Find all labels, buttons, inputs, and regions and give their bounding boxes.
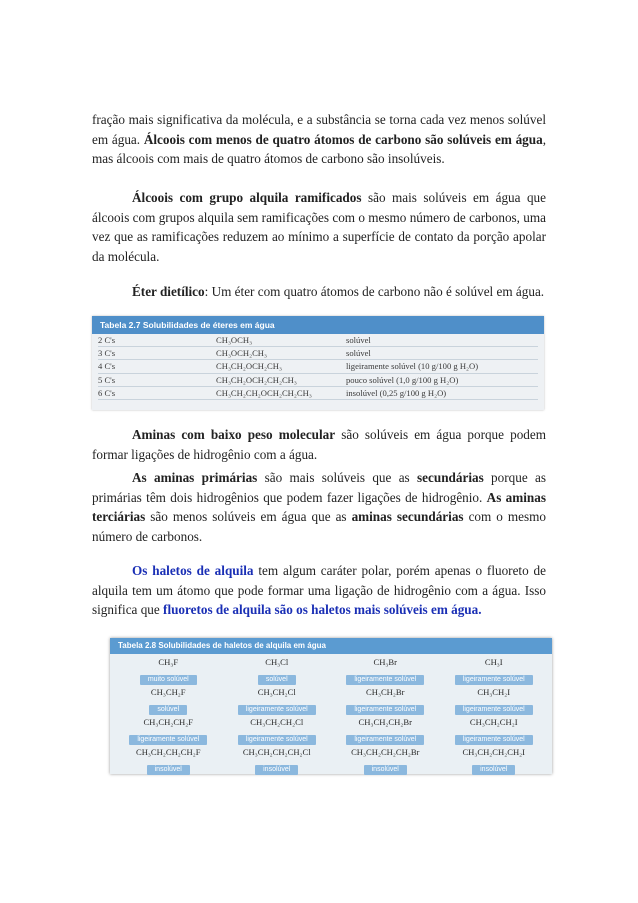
text: com o mesmo número de carbonos. xyxy=(92,509,546,544)
solubility: ligeiramente solúvel (10 g/100 g H₂O) xyxy=(346,360,538,373)
formula: CH₃F xyxy=(158,657,179,667)
formula: CH₃CH₂CH₂CH₂I xyxy=(462,747,526,757)
formula: CH₃CH₂OCH₂CH₃ xyxy=(216,360,346,373)
formula: CH₃CH₂Br xyxy=(366,687,405,697)
halide-cell xyxy=(223,654,332,684)
solubility: pouco solúvel (1,0 g/100 g H₂O) xyxy=(346,373,538,386)
formula: CH₃CH₂CH₂I xyxy=(469,717,518,727)
solubility-label: ligeiramente solúvel xyxy=(455,675,533,685)
formula: CH₃CH₂I xyxy=(477,687,511,697)
solubility-label: solúvel xyxy=(149,705,187,715)
solubility-label: ligeiramente solúvel xyxy=(238,735,316,745)
bold-text: aminas secundárias xyxy=(351,509,464,525)
bold-text: As aminas primárias xyxy=(132,470,258,485)
text: : Um éter com quatro átomos de carbono não é solúvel em água. xyxy=(204,284,545,299)
formula: CH₃OCH₃ xyxy=(216,334,346,347)
table-row xyxy=(98,347,538,360)
formula: CH₃CH₂CH₂CH₂Cl xyxy=(242,747,311,757)
halide-cell xyxy=(114,654,223,684)
solubility-label: ligeiramente solúvel xyxy=(455,705,533,715)
solubility-label: muito solúvel xyxy=(140,675,197,685)
formula: CH₃I xyxy=(484,657,503,667)
halide-cell xyxy=(114,744,223,774)
halide-cell xyxy=(440,714,549,744)
bold-text: Álcoois com grupo alquila ramificados xyxy=(132,190,362,205)
halide-cell xyxy=(440,654,549,684)
solubility-label: solúvel xyxy=(258,675,296,685)
bold-text: Álcoois com menos de quatro átomos de carbono são solúveis em água xyxy=(143,131,543,147)
table-row xyxy=(98,373,538,386)
paragraph-primary-amines xyxy=(92,468,546,546)
text: fração mais significativa da molécula, e a substância se torna cada vez menos solúvel em água. xyxy=(92,112,546,147)
table-row xyxy=(98,386,538,399)
formula: CH₃CH₂CH₂Cl xyxy=(250,717,304,727)
solubility-label: insolúvel xyxy=(147,765,190,775)
carbon-count: 5 C's xyxy=(98,373,216,386)
halide-cell xyxy=(223,714,332,744)
text: são solúveis em água porque podem formar ligações de hidrogênio com a água. xyxy=(92,427,546,462)
bold-text: As aminas terciárias xyxy=(92,489,546,525)
formula: CH₃CH₂CH₂CH₂F xyxy=(135,747,201,757)
solubility-label: insolúvel xyxy=(364,765,407,775)
solubility: insolúvel (0,25 g/100 g H₂O) xyxy=(346,386,538,399)
text: são mais solúveis em água que álcoois com grupos alquila sem ramificações com o mesmo número de carbonos, uma vez que as ramificações reduzem ao mínimo a superfície de contato da porção apolar da molécula. xyxy=(92,190,546,264)
solubility-label: ligeiramente solúvel xyxy=(129,735,207,745)
table-title: Tabela 2.7 Solubilidades de éteres em água xyxy=(92,316,544,334)
halide-cell xyxy=(440,744,549,774)
formula: CH₃Br xyxy=(373,657,398,667)
blue-bold-text: Os haletos de alquila xyxy=(132,563,254,578)
carbon-count: 4 C's xyxy=(98,360,216,373)
formula: CH₃CH₂F xyxy=(150,687,186,697)
solubility: solúvel xyxy=(346,334,538,347)
halide-cell xyxy=(331,714,440,744)
paragraph-amines xyxy=(92,425,546,464)
paragraph-diethyl-ether xyxy=(92,282,546,302)
halide-cell xyxy=(114,714,223,744)
table-title: Tabela 2.8 Solubilidades de haletos de alquila em água xyxy=(110,638,552,654)
halide-cell xyxy=(223,744,332,774)
formula: CH₃CH₂CH₂CH₂Br xyxy=(351,747,420,757)
table-row xyxy=(98,360,538,373)
table-row xyxy=(98,334,538,347)
formula: CH₃CH₂OCH₂CH₂CH₃ xyxy=(216,373,346,386)
bold-text: Aminas com baixo peso molecular xyxy=(132,427,336,442)
solubility-label: ligeiramente solúvel xyxy=(346,675,424,685)
text: porque as primárias têm dois hidrogênios que podem fazer ligações de hidrogênio. xyxy=(92,470,546,505)
bold-text: secundárias xyxy=(417,470,484,485)
formula: CH₃OCH₂CH₃ xyxy=(216,347,346,360)
text: são menos solúveis em água que as xyxy=(145,509,352,525)
blue-bold-text: fluoretos de alquila são os haletos mais solúveis em água. xyxy=(163,602,482,618)
table-2-8-alkyl-halide-solubility xyxy=(110,638,552,774)
halide-grid xyxy=(110,654,552,774)
carbon-count: 2 C's xyxy=(98,334,216,347)
formula: CH₃CH₂CH₂OCH₂CH₂CH₃ xyxy=(216,386,346,399)
table-2-7-ether-solubility xyxy=(92,316,544,410)
formula: CH₃CH₂CH₂F xyxy=(143,717,194,727)
text: são mais solúveis que as xyxy=(257,470,418,485)
carbon-count: 6 C's xyxy=(98,386,216,399)
formula: CH₃CH₂CH₂Br xyxy=(358,717,412,727)
solubility-label: insolúvel xyxy=(255,765,298,775)
halide-cell xyxy=(114,684,223,714)
halide-cell xyxy=(331,744,440,774)
carbon-count: 3 C's xyxy=(98,347,216,360)
paragraph-alcohol-solubility xyxy=(92,110,546,169)
solubility-label: ligeiramente solúvel xyxy=(455,735,533,745)
formula: CH₃Cl xyxy=(265,657,289,667)
halide-cell xyxy=(223,684,332,714)
halide-cell xyxy=(440,684,549,714)
ether-table xyxy=(98,334,538,400)
solubility-label: ligeiramente solúvel xyxy=(238,705,316,715)
bold-text: Éter dietílico xyxy=(132,284,205,299)
solubility-label: ligeiramente solúvel xyxy=(346,705,424,715)
halide-cell xyxy=(331,654,440,684)
text: , mas álcoois com mais de quatro átomos de carbono são insolúveis. xyxy=(92,131,546,167)
text: tem algum caráter polar, porém apenas o fluoreto de alquila tem um átomo que pode formar uma ligação de hidrogênio com a água. Isso significa que xyxy=(92,563,546,618)
halide-cell xyxy=(331,684,440,714)
formula: CH₃CH₂Cl xyxy=(257,687,296,697)
paragraph-alkyl-halides xyxy=(92,561,546,620)
solubility-label: ligeiramente solúvel xyxy=(346,735,424,745)
solubility: solúvel xyxy=(346,347,538,360)
solubility-label: insolúvel xyxy=(472,765,515,775)
paragraph-branched-alcohols xyxy=(92,188,546,266)
